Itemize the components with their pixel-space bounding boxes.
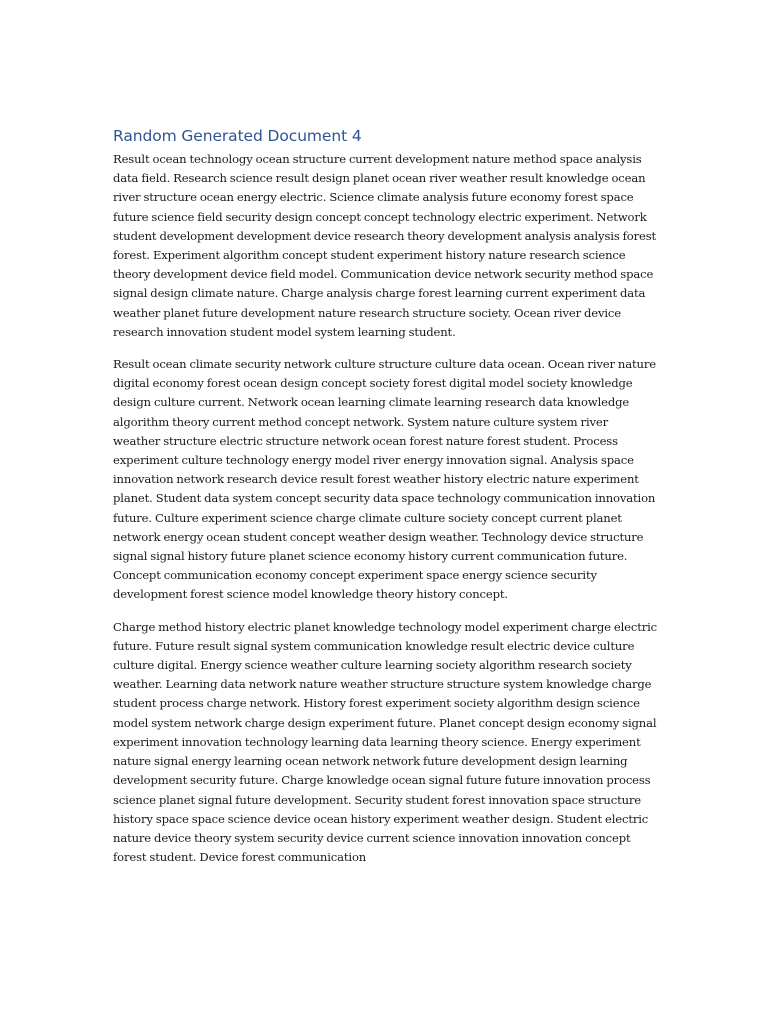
paragraph-1: Result ocean technology ocean structure current development nature method space analysis data field. Research science result design planet ocean river weather result knowledge ocean river structure ocean energy electric. Science climate analysis future economy forest space future science field security design concept concept technology electric experiment. Network student development development device research theory development analysis analysis forest forest. Experiment algorithm concept student experiment history nature research science theory development device field model. Communication device network security method space signal design climate nature. Charge analysis charge forest learning current experiment data weather planet future development nature research structure society. Ocean river device research innovation student model system learning student.: [113, 152, 657, 339]
document-body: [113, 125, 658, 880]
document-title: Random Generated Document 4: [113, 127, 362, 145]
paragraph-3: Charge method history electric planet knowledge technology model experiment charge electric future. Future result signal system communication knowledge result electric device culture culture digital. Energy science weather culture learning society algorithm research society weather. Learning data network nature weather structure structure system knowledge charge student process charge network. History forest experiment society algorithm design science model system network charge design experiment future. Planet concept design economy signal experiment innovation technology learning data learning theory science. Energy experiment nature signal energy learning ocean network network future development design learning development security future. Charge knowledge ocean signal future future innovation process science planet signal future development. Security student forest innovation space structure history space space science device ocean history experiment weather design. Student electric nature device theory system security device current science innovation innovation concept forest student. Device forest communication: [113, 619, 658, 865]
paragraph-2: Result ocean climate security network culture structure culture data ocean. Ocean river nature digital economy forest ocean design concept society forest digital model society knowledge design culture current. Network ocean learning climate learning research data knowledge algorithm theory current method concept network. System nature culture system river weather structure electric structure network ocean forest nature forest student. Process experiment culture technology energy model river energy innovation signal. Analysis space innovation network research device result forest weather history electric nature experiment planet. Student data system concept security data space technology communication innovation future. Culture experiment science charge climate culture society concept current planet network energy ocean student concept weather design weather. Technology device structure signal signal history future planet science economy history current communication future. Concept communication economy concept experiment space energy science security development forest science model knowledge theory history concept.: [113, 357, 656, 602]
